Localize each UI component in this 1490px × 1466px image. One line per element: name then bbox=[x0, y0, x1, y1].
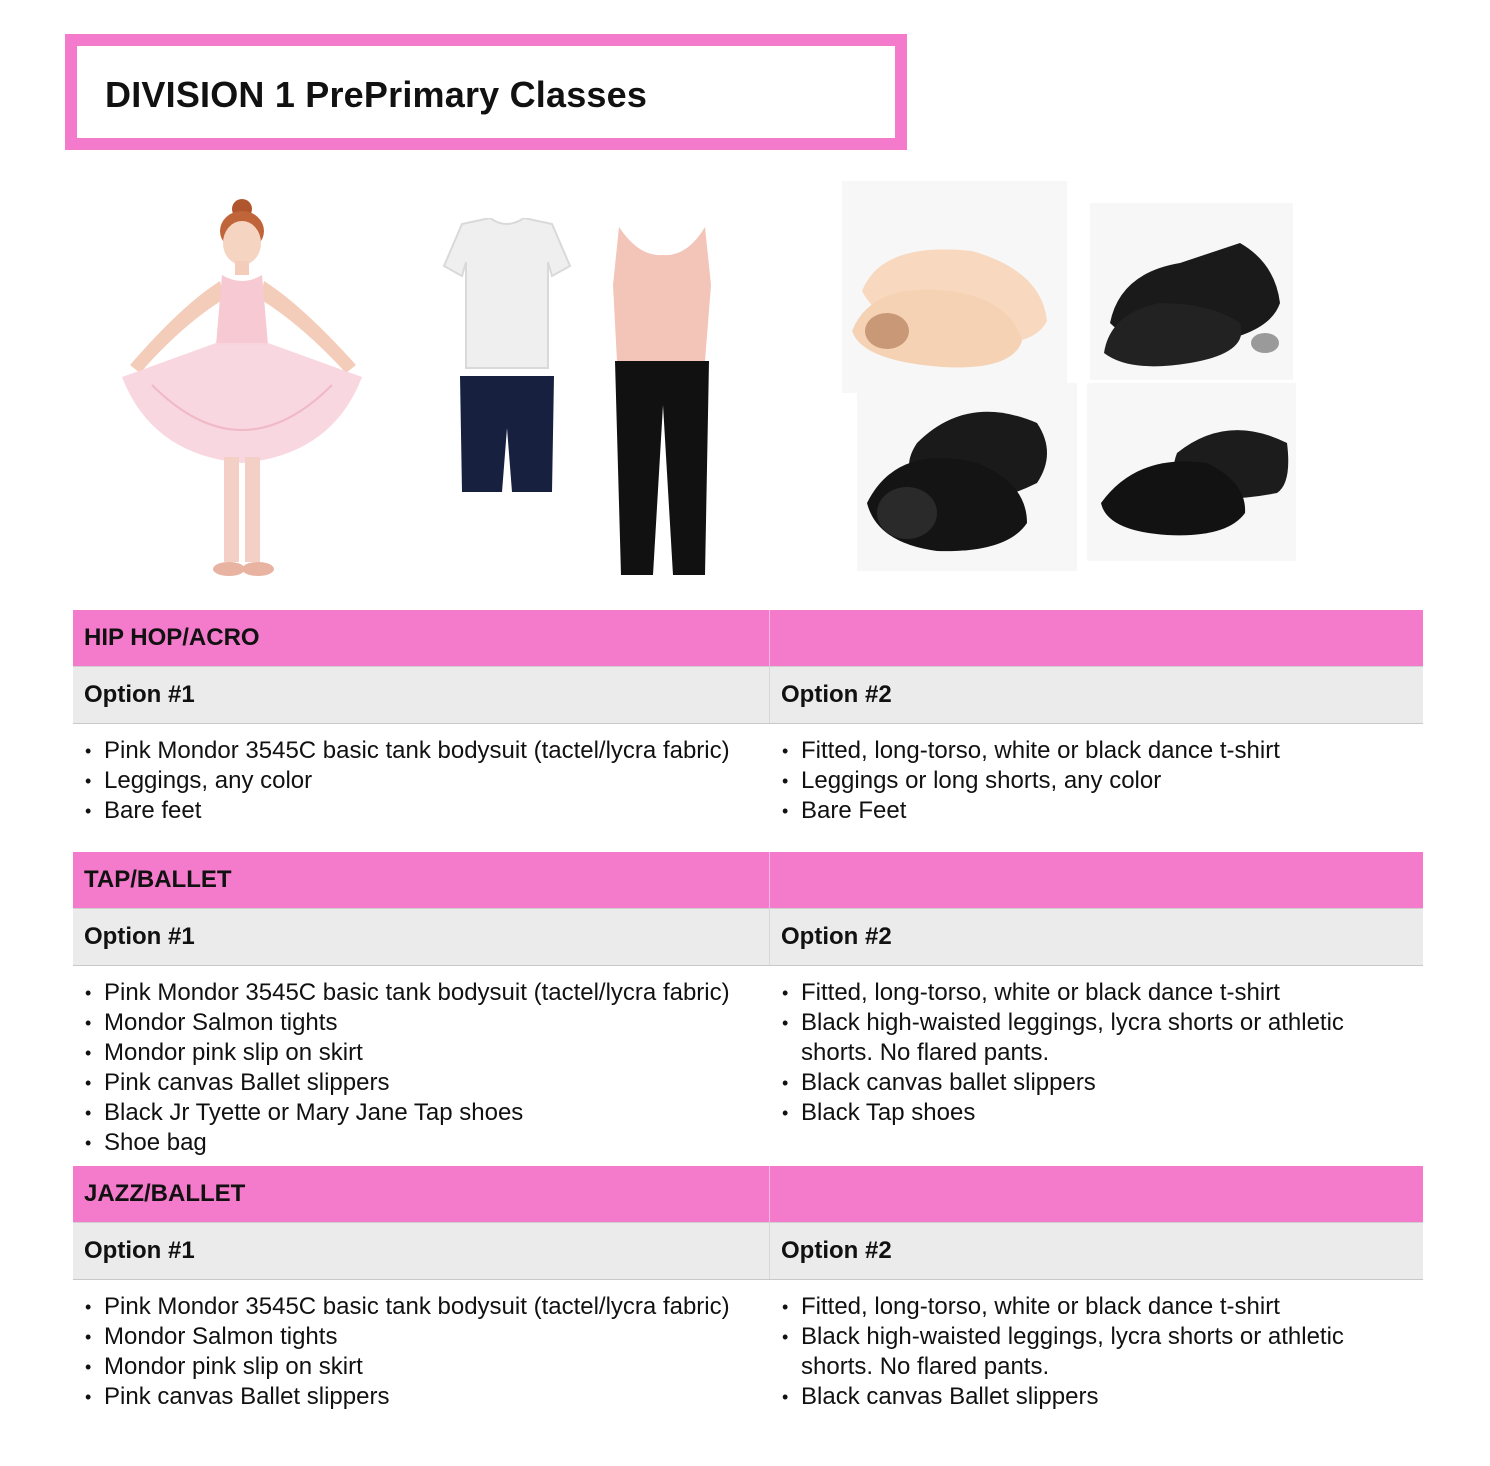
option2-label: Option #2 bbox=[781, 681, 892, 708]
list-item: • Mondor pink slip on skirt bbox=[85, 1352, 770, 1382]
option2-items bbox=[770, 966, 1423, 1158]
option1-items bbox=[73, 724, 770, 826]
items-row bbox=[73, 1280, 1423, 1412]
list-item: • Mondor Salmon tights bbox=[85, 1008, 770, 1038]
list-item: • Bare feet bbox=[85, 796, 770, 826]
list-item: • Black Tap shoes bbox=[782, 1098, 1382, 1128]
list-item: • Black high-waisted leggings, lycra shorts or athletic shorts. No flared pants. bbox=[782, 1322, 1382, 1382]
option1-label: Option #1 bbox=[73, 667, 770, 723]
list-item: • Black canvas ballet slippers bbox=[782, 1068, 1382, 1098]
page-title: DIVISION 1 PrePrimary Classes bbox=[105, 74, 648, 115]
section-heading-empty bbox=[770, 1166, 1423, 1222]
list-item: • Black high-waisted leggings, lycra shorts or athletic shorts. No flared pants. bbox=[782, 1008, 1382, 1068]
option2-items bbox=[770, 1280, 1423, 1412]
list-item: • Black Jr Tyette or Mary Jane Tap shoes bbox=[85, 1098, 770, 1128]
black-slippers-image bbox=[857, 383, 1077, 571]
list-item: • Leggings, any color bbox=[85, 766, 770, 796]
pink-slippers-image bbox=[842, 181, 1067, 393]
list-item: • Pink Mondor 3545C basic tank bodysuit (tactel/lycra fabric) bbox=[85, 1292, 770, 1322]
section-heading: JAZZ/BALLET bbox=[73, 1166, 770, 1222]
list-item: • Leggings or long shorts, any color bbox=[782, 766, 1423, 796]
option2-items bbox=[770, 724, 1423, 826]
girls-uniform-image bbox=[605, 225, 720, 580]
boys-uniform-image bbox=[440, 218, 575, 498]
list-item: • Black canvas Ballet slippers bbox=[782, 1382, 1382, 1412]
section-heading: TAP/BALLET bbox=[73, 852, 770, 908]
list-item: • Pink Mondor 3545C basic tank bodysuit (tactel/lycra fabric) bbox=[85, 978, 770, 1008]
option2-label: Option #2 bbox=[781, 923, 892, 950]
list-item: • Fitted, long-torso, white or black dance t-shirt bbox=[782, 978, 1382, 1008]
section-tap-ballet bbox=[73, 852, 1423, 1158]
section-heading-empty bbox=[770, 610, 1423, 666]
option1-items bbox=[73, 1280, 770, 1412]
items-row bbox=[73, 966, 1423, 1158]
section-header-row bbox=[73, 852, 1423, 908]
list-item: • Mondor pink slip on skirt bbox=[85, 1038, 770, 1068]
option1-label: Option #1 bbox=[73, 909, 770, 965]
section-heading-empty bbox=[770, 852, 1423, 908]
ballet-child-image bbox=[112, 195, 372, 585]
list-item: • Pink Mondor 3545C basic tank bodysuit (tactel/lycra fabric) bbox=[85, 736, 770, 766]
list-item: • Mondor Salmon tights bbox=[85, 1322, 770, 1352]
page-title-box bbox=[65, 34, 907, 150]
option-header-row bbox=[73, 908, 1423, 966]
items-row bbox=[73, 724, 1423, 826]
list-item: • Fitted, long-torso, white or black dance t-shirt bbox=[782, 1292, 1382, 1322]
option-header-row bbox=[73, 666, 1423, 724]
option1-items bbox=[73, 966, 770, 1158]
section-jazz-ballet bbox=[73, 1166, 1423, 1412]
section-heading: HIP HOP/ACRO bbox=[73, 610, 770, 666]
section-header-row bbox=[73, 610, 1423, 666]
option1-label: Option #1 bbox=[73, 1223, 770, 1279]
jazz-shoes-image bbox=[1087, 383, 1296, 561]
list-item: • Fitted, long-torso, white or black dance t-shirt bbox=[782, 736, 1423, 766]
section-header-row bbox=[73, 1166, 1423, 1222]
list-item: • Pink canvas Ballet slippers bbox=[85, 1068, 770, 1098]
tap-shoes-image bbox=[1090, 203, 1293, 380]
list-item: • Pink canvas Ballet slippers bbox=[85, 1382, 770, 1412]
list-item: • Bare Feet bbox=[782, 796, 1423, 826]
option-header-row bbox=[73, 1222, 1423, 1280]
option2-label: Option #2 bbox=[781, 1237, 892, 1264]
section-hiphop-acro bbox=[73, 610, 1423, 826]
list-item: • Shoe bag bbox=[85, 1128, 770, 1158]
